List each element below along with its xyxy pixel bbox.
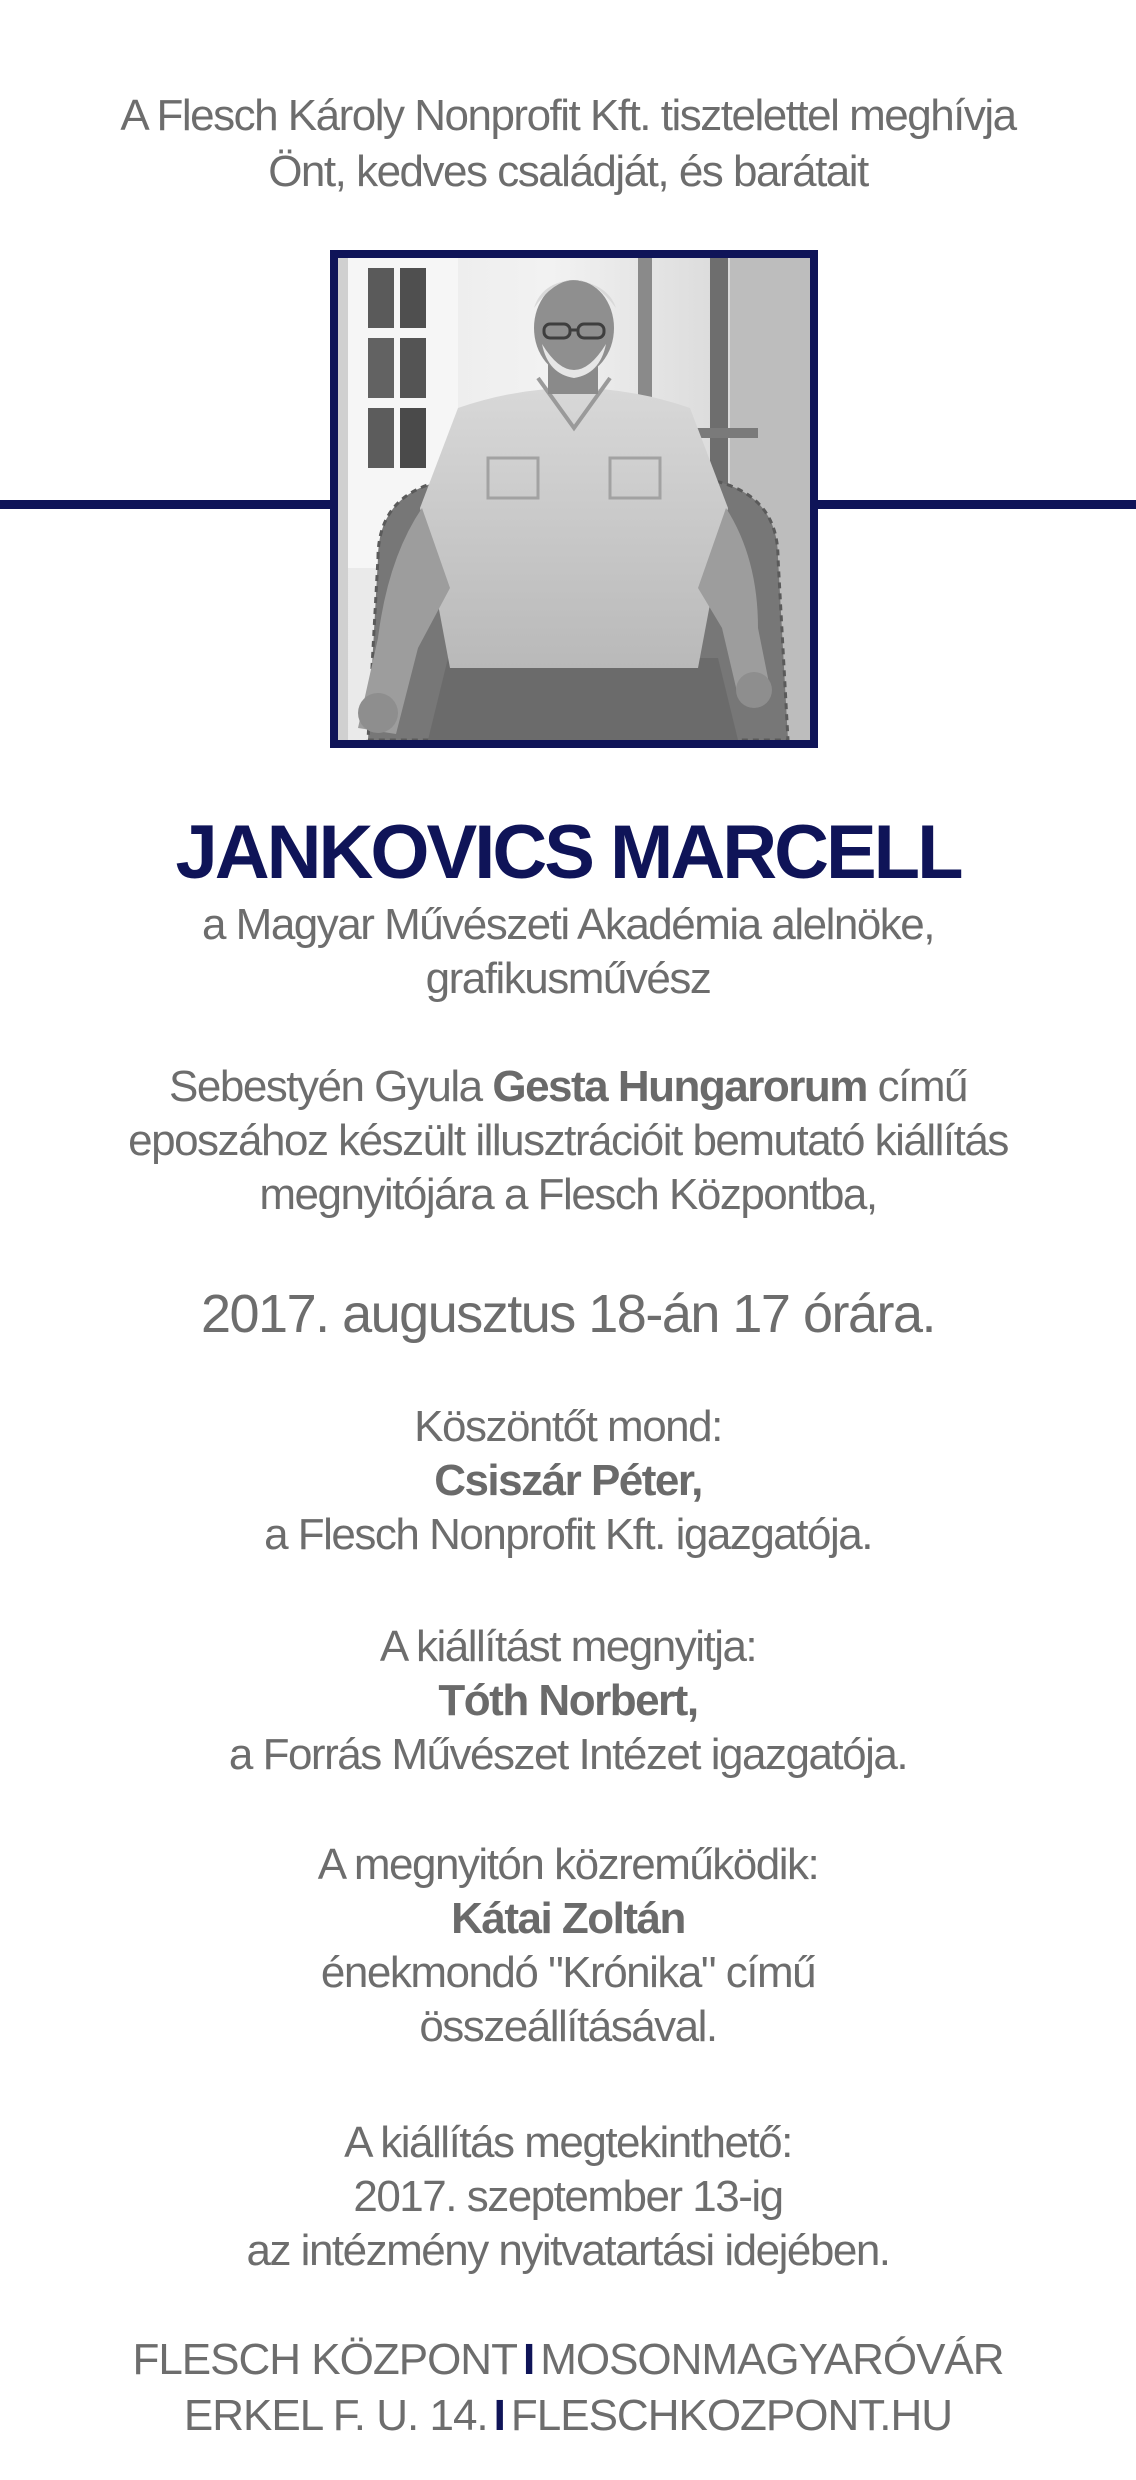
description-line-3: megnyitójára a Flesch Központba, — [259, 1170, 877, 1219]
divider-right — [816, 500, 1136, 509]
intro-line-1: A Flesch Károly Nonprofit Kft. tisztelettel meghívja — [120, 91, 1016, 140]
performer-title-line-2: összeállításával. — [419, 2002, 717, 2051]
greeting-title: a Flesch Nonprofit Kft. igazgatója. — [264, 1510, 872, 1559]
divider-left — [0, 500, 332, 509]
viewing-label: A kiállítás megtekinthető: — [344, 2118, 792, 2167]
viewing-until: 2017. szeptember 13-ig — [353, 2172, 783, 2221]
exhibition-description — [0, 1060, 1136, 1222]
intro-text — [0, 88, 1136, 200]
footer-separator: I — [522, 2335, 535, 2384]
greeting-person: Csiszár Péter, — [434, 1456, 702, 1505]
performer-person: Kátai Zoltán — [451, 1894, 685, 1943]
book-title: Gesta Hungarorum — [492, 1062, 867, 1111]
event-date: 2017. augusztus 18-án 17 órára. — [200, 1284, 936, 1344]
speaker-role — [0, 898, 1136, 1006]
venue-website[interactable]: FLESCHKOZPONT.HU — [510, 2391, 953, 2440]
performer-section — [0, 1838, 1136, 2054]
footer-separator: I — [493, 2391, 505, 2440]
description-line-1-post: című — [866, 1062, 967, 1111]
speaker-name: JANKOVICS MARCELL — [175, 810, 961, 895]
footer-line-1 — [0, 2332, 1136, 2388]
greeting-label: Köszöntőt mond: — [414, 1402, 722, 1451]
performer-title-line-1: énekmondó "Krónika" című — [320, 1948, 816, 1997]
venue-footer — [0, 2332, 1136, 2444]
intro-line-2: Önt, kedves családját, és barátait — [268, 147, 868, 196]
greeting-section — [0, 1400, 1136, 1562]
performer-label: A megnyitón közreműködik: — [317, 1840, 819, 1889]
venue-name: FLESCH KÖZPONT — [132, 2335, 517, 2384]
footer-line-2 — [0, 2388, 1136, 2444]
speaker-role-line-1: a Magyar Művészeti Akadémia alelnöke, — [201, 900, 934, 949]
viewing-section — [0, 2116, 1136, 2278]
venue-address: ERKEL F. U. 14. — [183, 2391, 488, 2440]
speaker-role-line-2: grafikusművész — [425, 954, 711, 1003]
opening-section — [0, 1620, 1136, 1782]
description-line-1 — [0, 1060, 1136, 1114]
opening-person: Tóth Norbert, — [438, 1676, 698, 1725]
opening-label: A kiállítást megnyitja: — [379, 1622, 757, 1671]
opening-title: a Forrás Művészet Intézet igazgatója. — [228, 1730, 908, 1779]
description-line-2: eposzához készült illusztrációit bemutató kiállítás — [128, 1116, 1008, 1165]
venue-city: MOSONMAGYARÓVÁR — [540, 2335, 1004, 2384]
portrait-image — [338, 258, 810, 740]
description-line-1-pre: Sebestyén Gyula — [169, 1062, 493, 1111]
viewing-note: az intézmény nyitvatartási idejében. — [246, 2226, 890, 2275]
speaker-photo — [330, 250, 818, 748]
